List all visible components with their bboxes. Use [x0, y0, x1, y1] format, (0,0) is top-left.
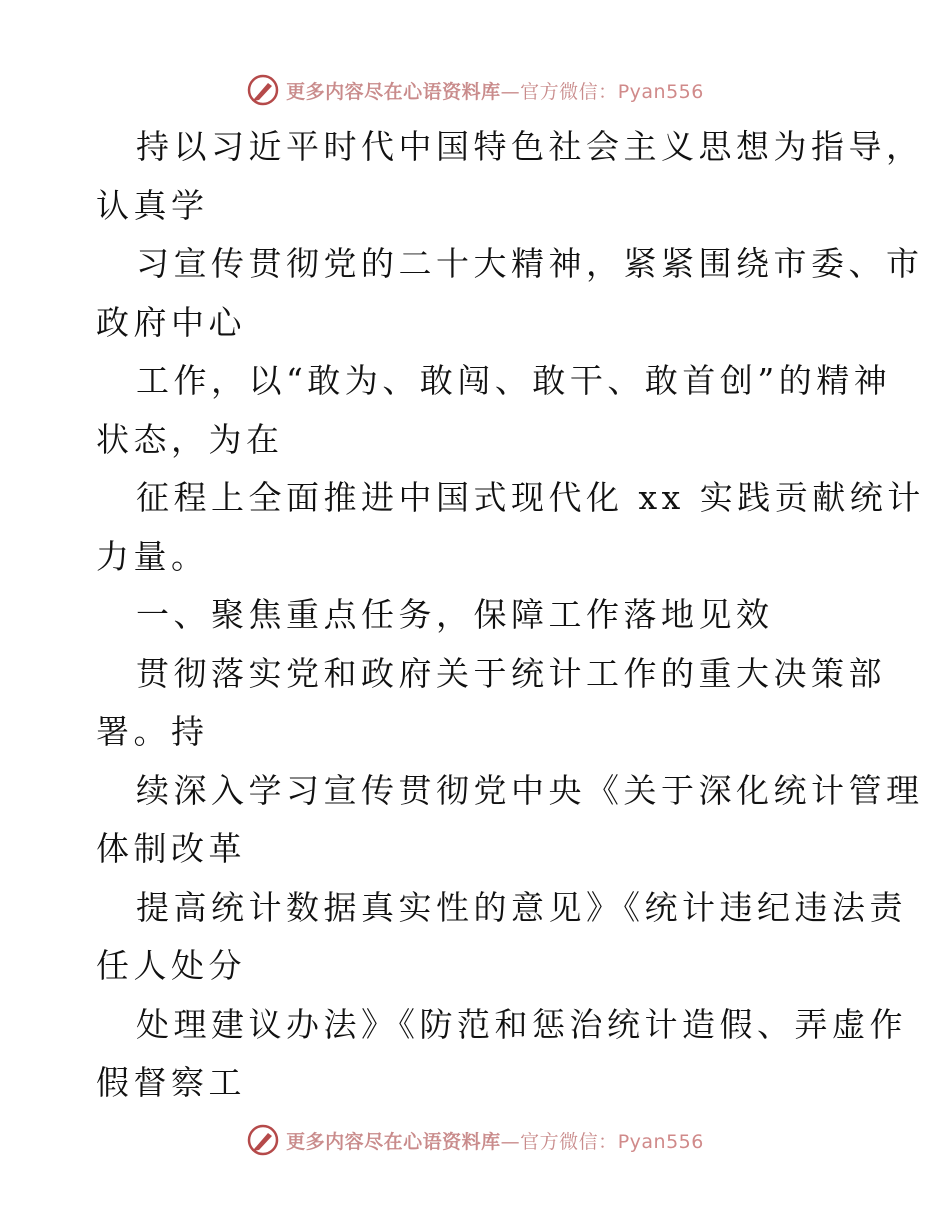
- body-line: 认真学: [96, 185, 209, 225]
- body-line: 假督察工: [96, 1063, 246, 1102]
- body-line: 工作，以“敢为、敢闯、敢干、敢首创”的精神: [136, 361, 892, 400]
- body-line: 政府中心: [96, 302, 246, 342]
- watermark-text: [286, 1127, 704, 1154]
- section-heading: 一、聚焦重点任务，保障工作落地见效: [136, 595, 774, 634]
- header-watermark: [0, 68, 950, 112]
- body-line: 体制改革: [96, 829, 246, 868]
- footer-watermark: [0, 1118, 950, 1162]
- watermark-wechat-label: —官方微信：: [500, 80, 618, 103]
- watermark-text: [286, 77, 704, 104]
- pen-logo-icon: [246, 1123, 280, 1157]
- body-line: 署。持: [96, 712, 209, 751]
- body-line: 任人处分: [96, 946, 246, 985]
- body-line: 力量。: [96, 536, 209, 576]
- watermark-wechat-label: —官方微信：: [500, 1130, 618, 1153]
- watermark-wechat-id: Pyan556: [617, 1130, 704, 1153]
- document-body: [96, 118, 925, 1113]
- body-line: 状态，为在: [96, 419, 284, 459]
- watermark-wechat-id: Pyan556: [617, 80, 704, 103]
- watermark-slogan: 更多内容尽在心语资料库: [286, 1130, 501, 1153]
- body-line: 征程上全面推进中国式现代化 xx 实践贡献统计: [136, 478, 925, 517]
- pen-logo-icon: [246, 73, 280, 107]
- body-line: 提高统计数据真实性的意见》《统计违纪违法责: [136, 887, 907, 927]
- body-line: 贯彻落实党和政府关于统计工作的重大决策部: [136, 653, 886, 693]
- body-line: 习宣传贯彻党的二十大精神，紧紧围绕市委、市: [136, 244, 924, 283]
- body-line: 处理建议办法》《防范和惩治统计造假、弄虚作: [136, 1004, 907, 1044]
- body-line: 持以习近平时代中国特色社会主义思想为指导，: [136, 127, 924, 166]
- watermark-slogan: 更多内容尽在心语资料库: [286, 80, 501, 103]
- body-line: 续深入学习宣传贯彻党中央《关于深化统计管理: [136, 770, 924, 810]
